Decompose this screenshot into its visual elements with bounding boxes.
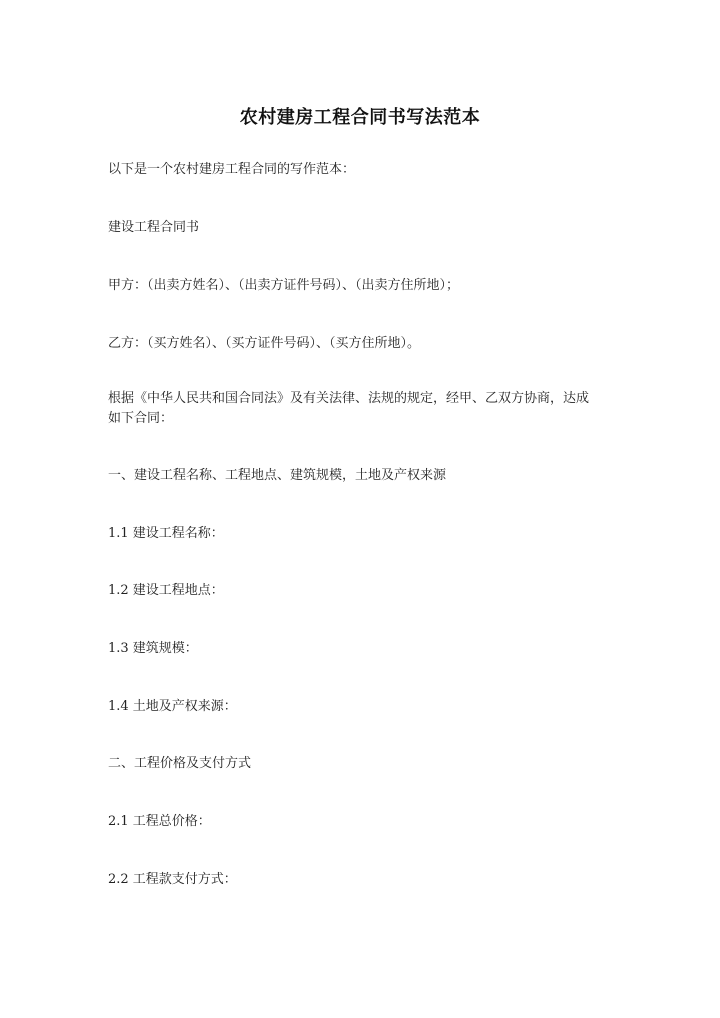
item-2-1: 2.1 工程总价格： <box>108 814 211 829</box>
section-2-heading: 二、工程价格及支付方式 <box>108 756 252 771</box>
item-1-4: 1.4 土地及产权来源： <box>108 699 237 714</box>
basis-line-1: 根据《中华人民共和国合同法》及有关法律、法规的规定，经甲、乙双方协商，达成 <box>108 391 590 406</box>
party-a-line: 甲方：（出卖方姓名）、（出卖方证件号码）、（出卖方住所地）； <box>108 278 460 293</box>
document-title: 农村建房工程合同书写法范本 <box>239 107 481 128</box>
item-1-2: 1.2 建设工程地点： <box>108 583 224 598</box>
item-2-2: 2.2 工程款支付方式： <box>108 872 237 887</box>
party-b-line: 乙方：（买方姓名）、（买方证件号码）、（买方住所地）。 <box>108 336 421 351</box>
section-1-heading: 一、建设工程名称、工程地点、建筑规模，土地及产权来源 <box>108 468 447 483</box>
intro-text: 以下是一个农村建房工程合同的写作范本： <box>108 162 356 177</box>
basis-line-2: 如下合同： <box>108 411 174 426</box>
contract-heading: 建设工程合同书 <box>108 220 200 235</box>
item-1-3: 1.3 建筑规模： <box>108 641 198 656</box>
item-1-1: 1.1 建设工程名称： <box>108 526 224 541</box>
basis-paragraph <box>108 389 608 429</box>
